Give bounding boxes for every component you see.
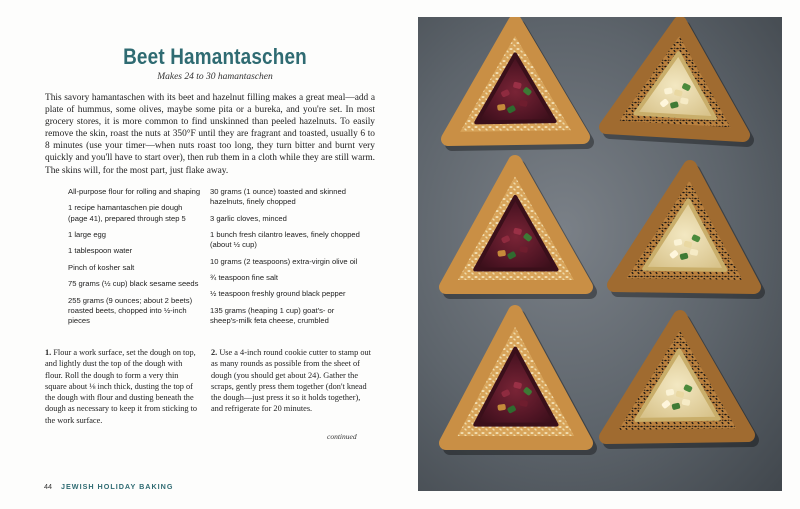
ingredient-item: 1 recipe hamantaschen pie dough (page 41), prepared through step 5 — [68, 203, 186, 223]
ingredient-item: 3 garlic cloves, minced — [210, 213, 287, 223]
hamantasch-2 — [606, 23, 747, 140]
page-number: 44 — [44, 482, 52, 491]
ingredient-item: 135 grams (heaping 1 cup) goat's- or sheep's-milk feta cheese, crumbled — [210, 305, 335, 325]
running-head: JEWISH HOLIDAY BAKING — [61, 482, 174, 491]
ingredient-item: 255 grams (9 ounces; about 2 beets) roasted beets, chopped into ½-inch pieces — [68, 295, 193, 325]
step-text: Use a 4-inch round cookie cutter to stamp out as many rounds as possible from the sheet of dough (you should get about 24). Gather the scraps, gently press them together (don't knead the dough—just press it so it holds together), and refrigerate for 20 minutes. — [211, 348, 371, 414]
ingredient-item: 10 grams (2 teaspoons) extra-virgin olive oil — [210, 256, 358, 266]
hamantasch-3 — [446, 162, 590, 292]
step-number: 1. — [45, 348, 52, 357]
ingredient-column-left — [68, 187, 203, 332]
hamantasch-4 — [614, 167, 758, 292]
hamantaschen-illustration — [418, 17, 782, 491]
page-footer — [44, 482, 173, 491]
recipe-yield: Makes 24 to 30 hamantaschen — [157, 72, 273, 82]
ingredient-item: All-purpose flour for rolling and shaping — [68, 187, 201, 196]
hamantasch-1 — [448, 22, 587, 144]
ingredient-item: 1 bunch fresh cilantro leaves, finely chopped (about ½ cup) — [210, 229, 360, 250]
ingredient-item: 1 large egg — [68, 229, 106, 239]
ingredient-column-right — [210, 187, 360, 332]
step-text: Flour a work surface, set the dough on top, and lightly dust the top of the dough with flour. Roll the dough to form a very thin square about ⅛ inch thick, dusting the top of the dough with flour and dusting beneath the dough as necessary to keep it from sticking to the work surface. — [45, 348, 198, 425]
continued-note: continued — [327, 432, 357, 441]
step-1 — [45, 347, 200, 426]
ingredient-item: 1 tablespoon water — [68, 246, 133, 256]
step-2 — [211, 347, 371, 415]
hamantaschen-photo — [418, 17, 782, 491]
ingredient-item: 75 grams (½ cup) black sesame seeds — [68, 279, 199, 289]
ingredient-item: ¾ teaspoon fine salt — [210, 272, 278, 282]
ingredient-item: Pinch of kosher salt — [68, 262, 135, 272]
hamantasch-5 — [446, 312, 590, 448]
ingredient-item: ½ teaspoon freshly ground black pepper — [210, 289, 346, 299]
step-number: 2. — [211, 348, 218, 357]
ingredient-item: 30 grams (1 ounce) toasted and skinned hazelnuts, finely chopped — [210, 187, 346, 207]
hamantasch-6 — [606, 317, 752, 442]
recipe-title: Beet Hamantaschen — [123, 44, 307, 69]
recipe-intro: This savory hamantaschen with its beet and hazelnut filling makes a great meal—add a plate of hummus, some olives, maybe some pita or a bureka, and you're set. In most grocery stores, it is more common to find unskinned than peeled hazelnuts. To easily remove the skin, roast the nuts at 350°F until they are fragrant and toasted, usually 6 to 8 minutes (use your timer—when nuts roast too long, they turn bitter and burnt very quickly and you'll have to start over), then rub them in a cloth while they are still warm. The skins will, for the most part, just flake away. — [45, 93, 375, 176]
